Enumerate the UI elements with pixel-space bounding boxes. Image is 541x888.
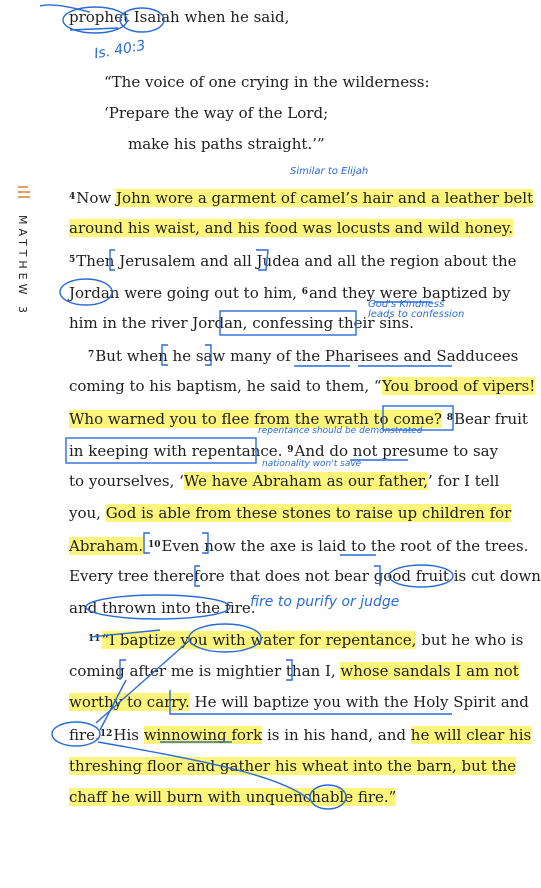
verse-number: 12: [99, 729, 113, 739]
text-line: [69, 217, 514, 239]
text-line: and thrown into the fire.: [69, 599, 256, 617]
text-line: prophet Isaiah when he said,: [69, 8, 290, 26]
highlight: whose sandals I am not: [340, 662, 519, 680]
annotation-note: repentance should be demonstrated: [258, 426, 423, 436]
highlight: winnowing fork: [143, 726, 263, 744]
text-line: him in the river Jordan, confessing their sins.: [69, 314, 414, 332]
highlight: You brood of vipers!: [382, 377, 536, 395]
verse-number: 5: [69, 255, 76, 265]
annotation-note: fire to purify or judge: [250, 594, 400, 610]
annotation-note: God's Kindness leads to confession: [368, 299, 465, 320]
text-line: Who warned you to flee from the wrath to come? $^8$Bear fruit: [69, 410, 528, 428]
annotation-note: nationality won't save: [262, 459, 362, 469]
verse-number: 11: [88, 634, 101, 644]
highlight: chaff he will burn with unquenchable fire.”: [69, 788, 397, 806]
highlight: Abraham.: [69, 537, 144, 555]
text-line: worthy to carry. He will baptize you with the Holy Spirit and: [69, 693, 529, 711]
text-line: [69, 786, 452, 808]
text-line: you, God is able from these stones to raise up children for: [69, 504, 512, 522]
verse-number: 10: [147, 540, 161, 550]
highlight: God is able from these stones to raise up children for: [105, 504, 512, 522]
verse-number: 7: [88, 350, 95, 360]
text-line: coming to his baptism, he said to them, “You brood of vipers!: [69, 377, 536, 395]
highlight: John wore a garment of camel’s hair and a leather belt: [116, 189, 534, 207]
list-icon[interactable]: [18, 186, 30, 200]
highlight: he will clear his: [410, 726, 532, 744]
text-line: $^{11}$“I baptize you with water for repentance, but he who is: [88, 631, 524, 649]
poem-line: make his paths straight.’”: [128, 135, 325, 153]
annotation-note: Similar to Elijah: [290, 166, 369, 177]
verse-number: 4: [69, 192, 76, 202]
verse-number: 9: [287, 445, 294, 455]
highlight: “I baptize you with water for repentance,: [101, 631, 417, 649]
annotation-reference: Is. 40:3: [93, 37, 147, 63]
text-line: to yourselves, ‘We have Abraham as our father,’ for I tell: [69, 472, 500, 490]
text-line: [69, 755, 517, 777]
text-line: fire.$^{12}$His winnowing fork is in his hand, and he will clear his: [69, 726, 532, 744]
text-line: Every tree therefore that does not bear good fruit is cut down: [69, 567, 541, 585]
highlight: threshing floor and gather his wheat into the barn, but the: [69, 757, 517, 775]
text-line: Jordan were going out to him, $^6$and they were baptized by: [69, 284, 511, 302]
book-chapter-label: MATTHEW 3: [16, 215, 29, 317]
text-line: in keeping with repentance. $^9$And do not presume to say: [69, 442, 499, 460]
verse-number: 6: [301, 287, 308, 297]
verse-number: 8: [446, 413, 453, 423]
highlight: We have Abraham as our father,: [183, 472, 428, 490]
text-line: coming after me is mightier than I, whose sandals I am not: [69, 662, 519, 680]
text-line: $^5$Then Jerusalem and all Judea and all the region about the: [69, 252, 517, 270]
text-line: $^4$Now John wore a garment of camel’s hair and a leather belt: [69, 189, 534, 207]
poem-line: “The voice of one crying in the wilderness:: [104, 73, 430, 91]
highlight: Who warned you to flee from the wrath to come?: [69, 410, 442, 428]
highlight: worthy to carry.: [69, 693, 190, 711]
highlight: around his waist, and his food was locusts and wild honey.: [69, 219, 514, 237]
poem-line: ‘Prepare the way of the Lord;: [104, 104, 329, 122]
text-line: Abraham. $^{10}$Even now the axe is laid to the root of the trees.: [69, 537, 529, 555]
text-line: $^7$But when he saw many of the Pharisees and Sadducees: [88, 347, 519, 365]
